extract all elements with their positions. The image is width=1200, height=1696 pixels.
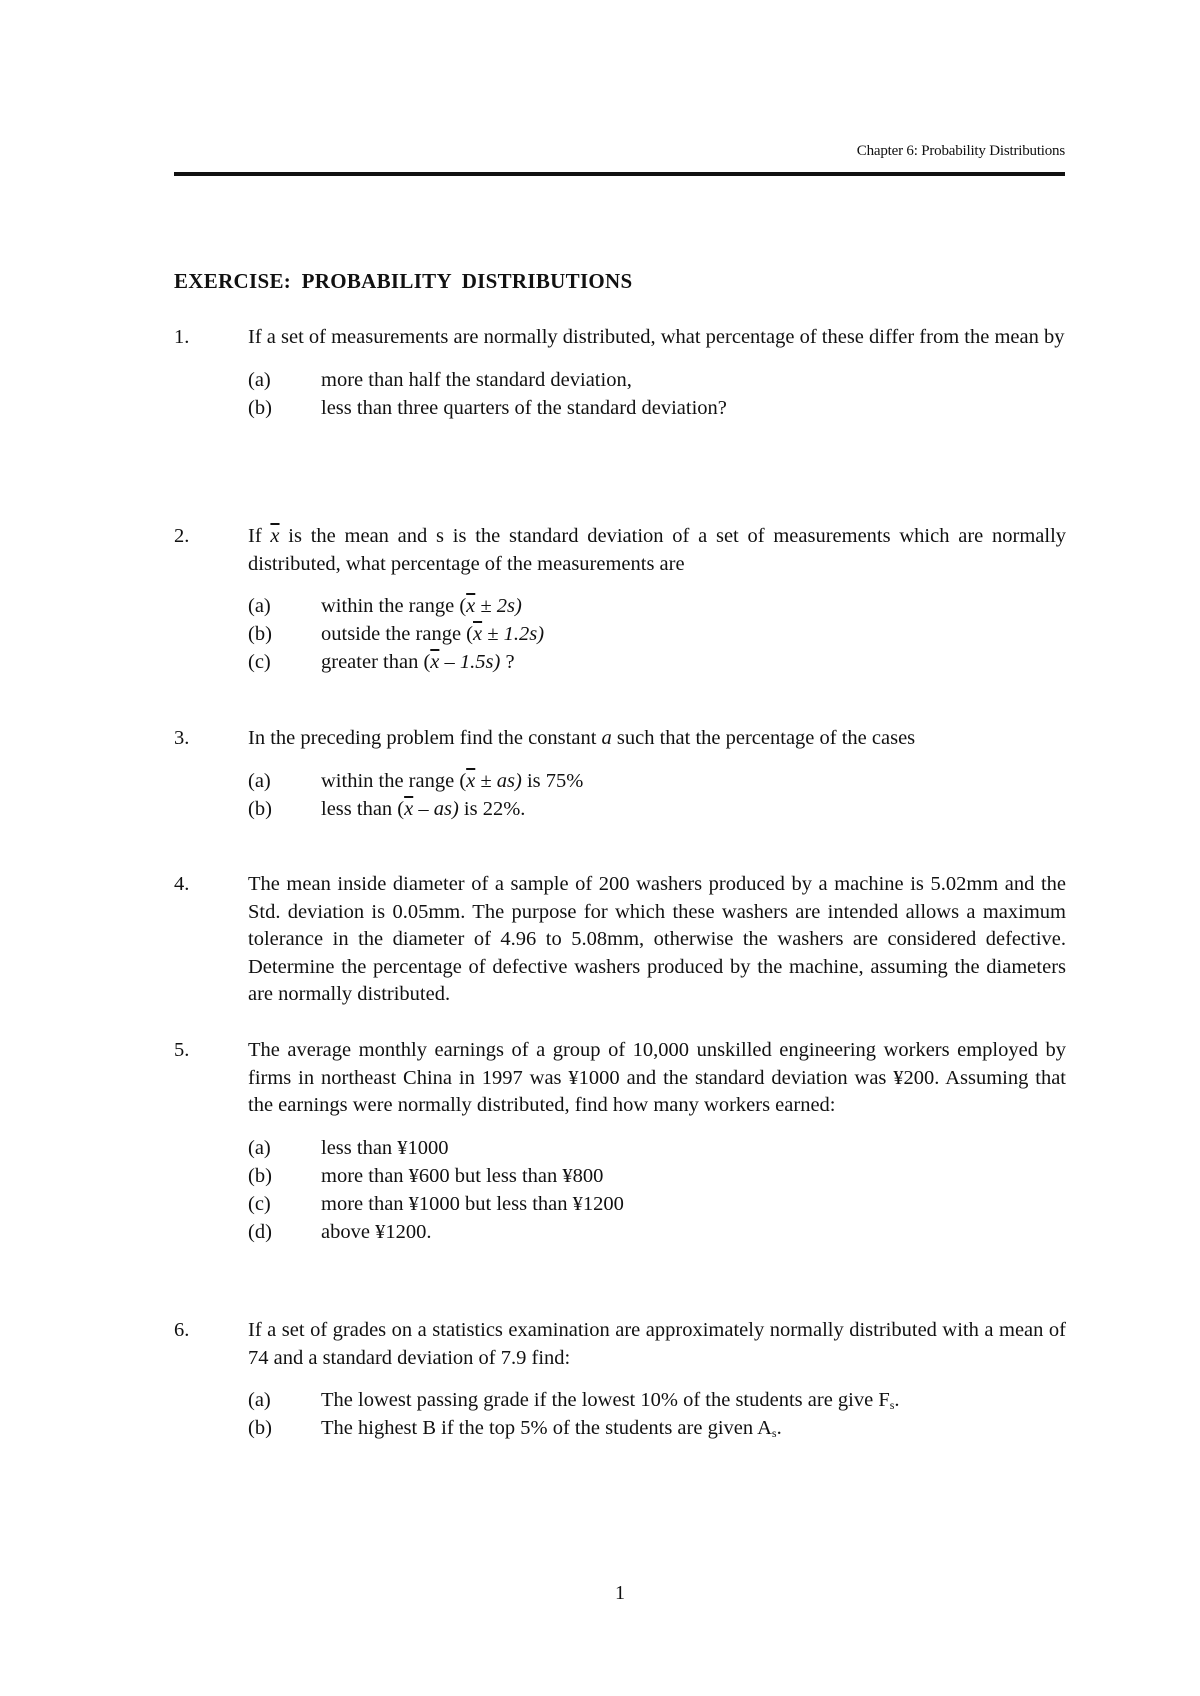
question-parts — [174, 768, 1066, 824]
question-number: 4. — [174, 873, 190, 895]
part-text: more than ¥600 but less than ¥800 — [321, 1164, 604, 1187]
part-label: (c) — [248, 1192, 271, 1215]
header-rule — [174, 172, 1065, 176]
part-text: more than half the standard deviation, — [321, 368, 632, 391]
question-text: If $\overline{x}$ is the mean and s is the standard deviation of a set of measurements which are normally distributed, what percentage of the measurements are — [248, 525, 1067, 575]
question-number: 3. — [174, 727, 190, 749]
question-parts — [174, 1387, 1066, 1443]
question-number: 2. — [174, 525, 190, 547]
question-part — [248, 796, 1066, 824]
part-text: The lowest passing grade if the lowest 10% of the students are give $F_s$. — [321, 1389, 900, 1412]
question-text: If a set of grades on a statistics examination are approximately normally distributed with a mean of 74 and a standard deviation of 7.9 find: — [248, 1319, 1066, 1369]
x-bar-symbol: $\overline{x}$ — [404, 797, 414, 820]
question-part — [248, 768, 1066, 796]
constant-a-symbol: a — [601, 727, 612, 749]
page-number: 1 — [615, 1582, 625, 1604]
question-part — [248, 649, 1066, 677]
question-text: The mean inside diameter of a sample of 200 washers produced by a machine is 5.02mm and the Std. deviation is 0.05mm. The purpose for which these washers are intended allows a maximum tolerance in the diameter of 4.96 to 5.08mm, otherwise the washers are considered defective. Determine the percentage of defective washers produced by the machine, assuming the diameters are normally distributed. — [248, 873, 1066, 1005]
question-6 — [174, 1317, 1066, 1443]
part-label: (a) — [248, 595, 271, 617]
part-label: (d) — [248, 1220, 272, 1243]
question-parts — [174, 1135, 1066, 1247]
question-parts — [174, 367, 1066, 423]
question-number: 5. — [174, 1039, 190, 1061]
question-text: The average monthly earnings of a group of 10,000 unskilled engineering workers employed by firms in northeast China in 1997 was ¥1000 and the standard deviation was ¥200. Assuming that the earnings were normally distributed, find how many workers earned: — [248, 1039, 1066, 1116]
part-text: greater than $(\overline{x} - 1.5s)$ ? — [321, 651, 515, 673]
question-number: 6. — [174, 1319, 190, 1341]
question-part — [248, 367, 1066, 395]
question-part — [248, 1387, 1066, 1415]
part-text: above ¥1200. — [321, 1220, 432, 1243]
part-text: The highest B if the top 5% of the students are given $A_s$. — [321, 1417, 782, 1440]
part-text: within the range $(\overline{x} \pm 2s)$ — [321, 595, 522, 617]
question-part — [248, 1219, 1066, 1247]
part-text: more than ¥1000 but less than ¥1200 — [321, 1192, 624, 1215]
question-1 — [174, 324, 1066, 423]
part-label: (a) — [248, 1389, 271, 1411]
part-label: (a) — [248, 769, 271, 792]
question-text: If a set of measurements are normally distributed, what percentage of these differ from the mean by — [248, 326, 1065, 348]
question-parts — [174, 593, 1066, 677]
question-part — [248, 593, 1066, 621]
running-head: Chapter 6: Probability Distributions — [856, 143, 1065, 159]
x-bar-symbol: $\overline{x}$ — [466, 769, 476, 792]
question-4 — [174, 871, 1066, 1009]
x-bar-symbol: $\overline{x}$ — [430, 651, 440, 673]
question-text: In the preceding problem find the constant a such that the percentage of the cases — [248, 727, 916, 749]
part-label: (c) — [248, 651, 271, 673]
question-part — [248, 1191, 1066, 1219]
part-text: less than ¥1000 — [321, 1136, 449, 1159]
part-text: within the range $(\overline{x} \pm as)$ is 75% — [321, 769, 584, 792]
question-part — [248, 621, 1066, 649]
part-label: (b) — [248, 797, 272, 820]
part-label: (a) — [248, 1136, 271, 1159]
part-label: (b) — [248, 1417, 272, 1439]
part-text: less than three quarters of the standard deviation? — [321, 396, 727, 419]
question-5 — [174, 1037, 1066, 1247]
question-part — [248, 1415, 1066, 1443]
question-2 — [174, 523, 1066, 677]
question-number: 1. — [174, 326, 190, 348]
part-label: (b) — [248, 623, 272, 645]
question-part — [248, 1163, 1066, 1191]
question-part — [248, 395, 1066, 423]
part-text: outside the range $(\overline{x} \pm 1.2s)$ — [321, 623, 545, 645]
part-label: (a) — [248, 368, 271, 391]
exercise-title: EXERCISE: PROBABILITY DISTRIBUTIONS — [174, 269, 633, 293]
part-label: (b) — [248, 1164, 272, 1187]
question-part — [248, 1135, 1066, 1163]
x-bar-symbol: $\overline{x}$ — [473, 623, 483, 645]
x-bar-symbol: $\overline{x}$ — [466, 595, 476, 617]
question-3 — [174, 725, 1066, 824]
part-label: (b) — [248, 396, 272, 419]
x-bar-symbol: $\overline{x}$ — [270, 525, 280, 547]
part-text: less than $(\overline{x} - as)$ is 22%. — [321, 797, 526, 820]
